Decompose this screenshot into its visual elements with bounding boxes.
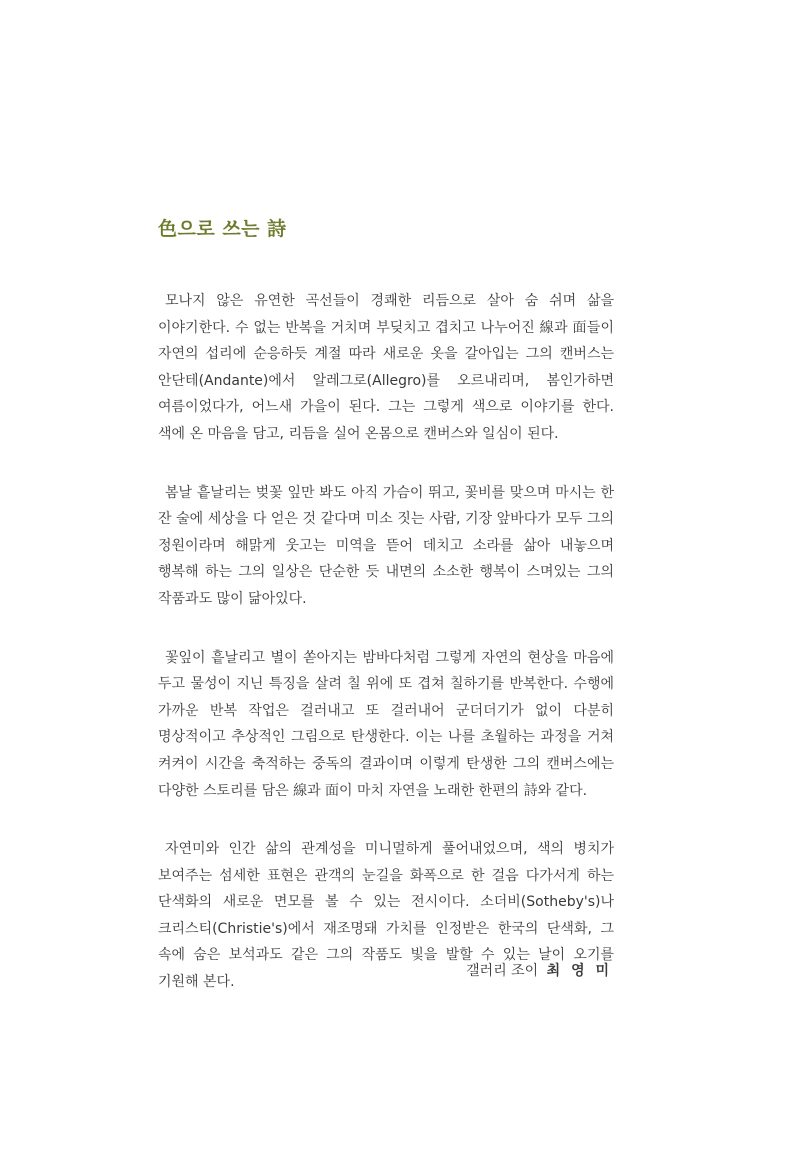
signature	[466, 958, 612, 984]
paragraph-4: 자연미와 인간 삶의 관계성을 미니멀하게 풀어내었으며, 색의 병치가 보여주는 섬세한 표현은 관객의 눈길을 화폭으로 한 걸음 다가서게 하는 단색화의 새로운 면모를 볼 수 있는 전시이다. 소더비(Sotheby's)나 크리스티(Christie's)에서 재조명돼 가치를 인정받은 한국의 단색화, 그 속에 숨은 보석과도 같은 그의 작품도 빛을 발할 수 있는 날이 오기를 기원해 본다.	[158, 841, 614, 991]
paragraph-1: 모나지 않은 유연한 곡선들이 경쾌한 리듬으로 살아 숨 쉬며 삶을 이야기한다. 수 없는 반복을 거치며 부딪치고 겹치고 나누어진 線과 面들이 자연의 섭리에 순응하듯 계절 따라 새로운 옷을 갈아입는 그의 캔버스는 안단테(Andante)에서 알레그로(Allegro)를 오르내리며, 봄인가하면 여름이었다가, 어느새 가을이 된다. 그는 그렇게 색으로 이야기를 한다. 색에 온 마음을 담고, 리듬을 실어 온몸으로 캔버스와 일심이 된다.	[158, 293, 614, 442]
signature-name: 최 영 미	[546, 963, 612, 979]
document-body	[158, 288, 614, 1028]
signature-org: 갤러리 조이	[466, 963, 539, 979]
paragraph-2: 봄날 흩날리는 벚꽃 잎만 봐도 아직 가슴이 뛰고, 꽃비를 맞으며 마시는 한 잔 술에 세상을 다 얻은 것 같다며 미소 짓는 사람, 기장 앞바다가 모두 그의 정원이라며 해맑게 웃고는 미역을 뜯어 데치고 소라를 삶아 내놓으며 행복해 하는 그의 일상은 단순한 듯 내면의 소소한 행복이 스며있는 그의 작품과도 많이 닮아있다.	[158, 484, 614, 607]
document-title: 色으로 쓰는 詩	[158, 218, 287, 240]
paragraph-3: 꽃잎이 흩날리고 별이 쏟아지는 밤바다처럼 그렇게 자연의 현상을 마음에 두고 물성이 지닌 특징을 살려 칠 위에 또 겹쳐 칠하기를 반복한다. 수행에 가까운 반복 작업은 걸러내고 또 걸러내어 군더더기가 없이 다분히 명상적이고 추상적인 그림으로 탄생한다. 이는 나를 초월하는 과정을 거쳐 켜켜이 시간을 축적하는 중독의 결과이며 이렇게 탄생한 그의 캔버스에는 다양한 스토리를 담은 線과 面이 마치 자연을 노래한 한편의 詩와 같다.	[158, 649, 614, 799]
